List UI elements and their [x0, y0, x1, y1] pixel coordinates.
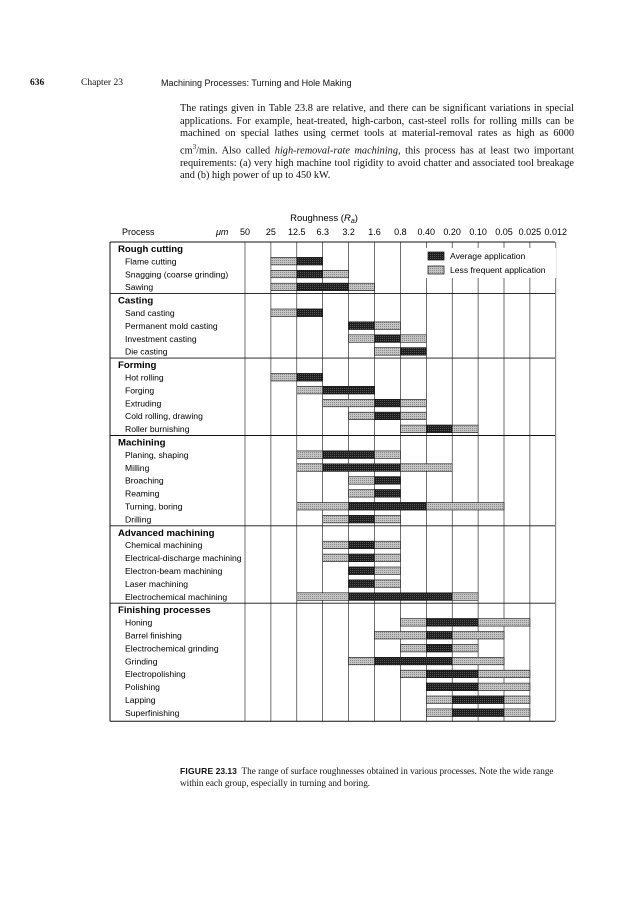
- legend-average-swatch: [428, 252, 444, 260]
- paragraph-text-pre: The ratings given in Table 23.8 are relative, and there can be significant variations in special applications. For example, heat-treated, high-carbon, cast-steel rolls for rolling mills can be machined on special lathes using cermet tools at material-removal rates as high as 6000 cm: [180, 103, 574, 157]
- average-bar: [375, 399, 401, 407]
- average-bar: [349, 580, 375, 588]
- legend-less-swatch: [428, 266, 444, 274]
- x-tick-label: 12.5: [288, 227, 306, 237]
- x-tick-labels: [240, 227, 567, 237]
- average-bar: [375, 657, 453, 665]
- process-label: Snagging (coarse grinding): [125, 269, 229, 280]
- average-bar: [426, 644, 452, 652]
- average-bar: [349, 593, 453, 601]
- process-label: Permanent mold casting: [125, 320, 218, 331]
- x-tick-label: 3.2: [342, 227, 355, 237]
- process-label: Polishing: [125, 682, 160, 693]
- average-bar: [452, 709, 504, 717]
- group-label: Rough cutting: [118, 244, 184, 255]
- process-label: Lapping: [125, 695, 156, 705]
- average-bar: [349, 503, 427, 511]
- process-label: Laser machining: [125, 578, 189, 589]
- paragraph-text-mid: /min. Also called: [196, 145, 275, 157]
- row-labels: [118, 244, 242, 718]
- chart-title: [290, 213, 358, 225]
- paragraph-text-post: this process has at least two important requirements: (a) very high machine tool rigidity to avoid chatter and associated tool breakage and (b) high power of up to 450 kW.: [180, 145, 574, 182]
- x-tick-label: 25: [265, 227, 276, 237]
- average-bar: [349, 554, 375, 562]
- chapter-title: Machining Processes: Turning and Hole Making: [161, 78, 352, 88]
- average-bar: [323, 464, 401, 472]
- average-bar: [426, 670, 478, 678]
- chart-title-r: R: [343, 213, 351, 224]
- process-label: Superfinishing: [125, 707, 180, 718]
- process-label: Drilling: [125, 514, 152, 525]
- group-label: Forming: [118, 360, 157, 372]
- x-tick-label: 0.10: [469, 227, 487, 237]
- process-header: Process: [122, 227, 155, 237]
- process-label: Forging: [125, 385, 155, 396]
- group-label: Advanced machining: [118, 527, 215, 539]
- average-bar: [297, 283, 349, 291]
- average-bar: [400, 348, 426, 356]
- process-label: Milling: [125, 462, 150, 473]
- italic-term: high-removal-rate machining,: [274, 145, 401, 157]
- process-label: Electropolishing: [125, 669, 186, 680]
- chapter-label: Chapter 23: [81, 78, 123, 88]
- group-label: Casting: [118, 295, 154, 307]
- process-label: Barrel finishing: [125, 630, 182, 641]
- process-label: Reaming: [125, 488, 160, 499]
- process-label: Cold rolling, drawing: [125, 411, 203, 422]
- x-tick-label: 0.012: [544, 227, 568, 237]
- average-bar: [426, 683, 478, 691]
- page-number: 636: [30, 78, 45, 88]
- average-bar: [297, 374, 323, 382]
- process-label: Honing: [125, 617, 153, 628]
- process-label: Sawing: [125, 282, 154, 293]
- average-bar: [323, 386, 375, 394]
- average-bar: [349, 515, 375, 523]
- chart-title-close: ): [354, 213, 358, 224]
- process-label: Hot rolling: [125, 372, 164, 383]
- figure-label: FIGURE: [180, 766, 214, 776]
- process-label: Flame cutting: [125, 256, 177, 267]
- process-label: Electrical-discharge machining: [125, 553, 242, 564]
- process-label: Electrochemical grinding: [125, 643, 219, 654]
- average-bar: [375, 335, 401, 343]
- x-tick-label: 1.6: [368, 227, 381, 237]
- figure-number: 23.13: [215, 766, 237, 776]
- average-bar: [426, 619, 478, 627]
- x-tick-label: 0.20: [443, 227, 461, 237]
- group-label: Finishing processes: [118, 605, 211, 617]
- average-bar: [426, 425, 452, 433]
- caption-text: The range of surface roughnesses obtained in various processes. Note the wide range within each group, especially in turning and boring.: [180, 766, 554, 788]
- x-tick-label: 6.3: [316, 227, 329, 237]
- average-bar: [375, 490, 401, 498]
- process-label: Roller burnishing: [125, 424, 190, 435]
- legend-less-label: Less frequent application: [450, 265, 546, 275]
- process-label: Sand casting: [125, 308, 175, 318]
- average-bar: [452, 696, 504, 704]
- average-bar: [297, 309, 323, 317]
- process-label: Investment casting: [125, 333, 197, 344]
- average-bar: [323, 451, 375, 459]
- process-label: Planing, shaping: [125, 449, 189, 460]
- chart-title-sub: a: [350, 218, 355, 225]
- average-bar: [426, 632, 452, 640]
- process-label: Die casting: [125, 346, 168, 357]
- average-bar: [375, 477, 401, 485]
- process-label: Turning, boring: [125, 501, 183, 512]
- average-bar: [375, 412, 401, 420]
- figure-caption: [180, 766, 574, 789]
- x-tick-label: 0.8: [394, 227, 407, 237]
- process-label: Broaching: [125, 475, 164, 486]
- process-label: Grinding: [125, 656, 158, 667]
- average-bar: [349, 567, 375, 575]
- chart-title-text: Roughness (: [290, 213, 344, 224]
- legend-average-label: Average application: [450, 251, 526, 261]
- average-bar: [349, 322, 375, 330]
- process-label: Electrochemical machining: [125, 591, 228, 602]
- x-tick-label: 0.025: [518, 227, 542, 237]
- process-label: Extruding: [125, 398, 162, 409]
- average-bar: [349, 541, 375, 549]
- unit-label: μm: [216, 227, 229, 237]
- process-label: Chemical machining: [125, 540, 203, 551]
- average-bar: [297, 270, 323, 278]
- x-tick-label: 50: [239, 227, 251, 237]
- x-tick-label: 0.40: [417, 227, 436, 237]
- average-bar: [297, 257, 323, 265]
- process-label: Electron-beam machining: [125, 566, 223, 576]
- group-label: Machining: [118, 437, 166, 449]
- superscript-3: 3: [192, 142, 197, 151]
- x-tick-label: 0.05: [495, 227, 513, 237]
